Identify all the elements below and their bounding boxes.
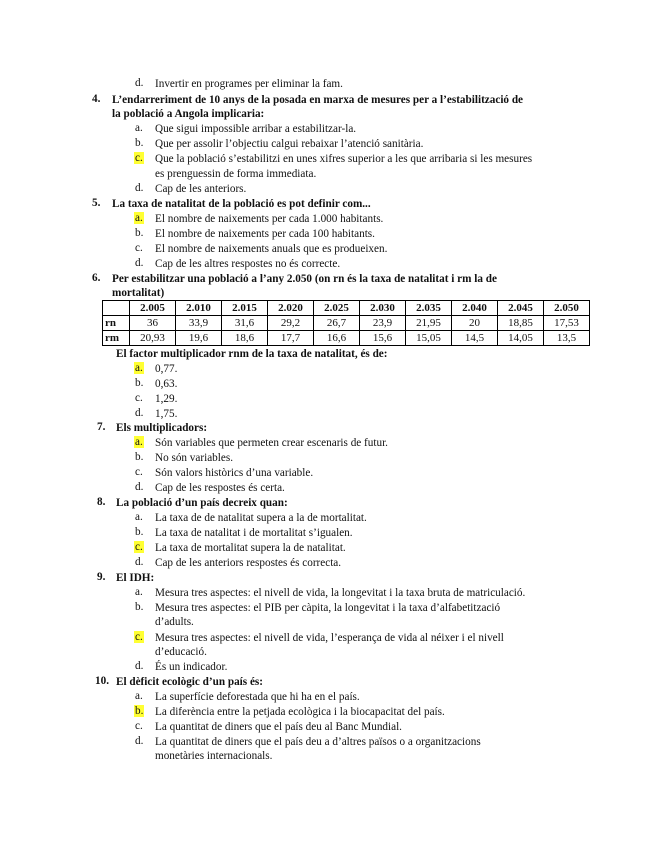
option-letter: c. bbox=[135, 242, 143, 254]
option-letter: d. bbox=[135, 735, 144, 747]
year-cell: 2.015 bbox=[222, 301, 268, 316]
option-text: Mesura tres aspectes: el nivell de vida, l’esperança de vida al néixer i el nivell bbox=[155, 632, 504, 644]
table-row-rm bbox=[103, 331, 590, 346]
table-cell: 31,6 bbox=[222, 316, 268, 331]
option-letter: d. bbox=[135, 481, 144, 493]
table-cell: 14,5 bbox=[452, 331, 498, 346]
option-letter-correct: b. bbox=[135, 705, 144, 717]
table-cell: 16,6 bbox=[314, 331, 360, 346]
table-cell: 20 bbox=[452, 316, 498, 331]
option-text: Cap de les respostes és certa. bbox=[155, 482, 285, 494]
table-cell: 18,6 bbox=[222, 331, 268, 346]
year-cell: 2.025 bbox=[314, 301, 360, 316]
option-letter-correct: c. bbox=[135, 541, 143, 553]
option-text: La diferència entre la petjada ecològica i la biocapacitat del país. bbox=[155, 706, 445, 718]
option-text-cont: d’adults. bbox=[155, 616, 194, 628]
option-text: 0,63. bbox=[155, 378, 178, 390]
table-cell: 33,9 bbox=[176, 316, 222, 331]
option-text: 1,75. bbox=[155, 408, 178, 420]
question-text-cont: la població a Angola implicaria: bbox=[112, 108, 265, 120]
option-letter: a. bbox=[135, 586, 143, 598]
year-cell: 2.030 bbox=[360, 301, 406, 316]
table-cell: 17,53 bbox=[544, 316, 590, 331]
option-text: El nombre de naixements per cada 1.000 habitants. bbox=[155, 213, 384, 225]
option-text: Que per assolir l’objectiu calgui rebaixar l’atenció sanitària. bbox=[155, 138, 424, 150]
option-text: Cap de les altres respostes no és correcte. bbox=[155, 258, 341, 270]
table-cell: 29,2 bbox=[268, 316, 314, 331]
question-number: 4. bbox=[92, 93, 101, 105]
option-text: 0,77. bbox=[155, 363, 178, 375]
option-letter-correct: a. bbox=[135, 362, 143, 374]
option-text: La taxa de de natalitat supera a la de mortalitat. bbox=[155, 512, 367, 524]
question-text: El IDH: bbox=[116, 572, 155, 584]
option-text-cont: es prenguessin de forma immediata. bbox=[155, 168, 317, 180]
question-text: La població d’un país decreix quan: bbox=[116, 497, 288, 509]
option-text: No són variables. bbox=[155, 452, 233, 464]
option-letter: c. bbox=[135, 466, 143, 478]
year-cell: 2.010 bbox=[176, 301, 222, 316]
option-text: Són valors històrics d’una variable. bbox=[155, 467, 314, 479]
option-text: Cap de les anteriors. bbox=[155, 183, 247, 195]
question-number: 5. bbox=[92, 197, 101, 209]
option-text: El nombre de naixements anuals que es produeixen. bbox=[155, 243, 388, 255]
option-letter: b. bbox=[135, 377, 144, 389]
table-row-rn bbox=[103, 316, 590, 331]
option-letter: a. bbox=[135, 511, 143, 523]
option-text: Mesura tres aspectes: el PIB per càpita, la longevitat i la taxa d’alfabetització bbox=[155, 602, 501, 614]
option-letter-correct: a. bbox=[135, 436, 143, 448]
question-text: El dèficit ecològic d’un país és: bbox=[116, 676, 263, 688]
option-text: És un indicador. bbox=[155, 661, 228, 673]
option-text: La taxa de mortalitat supera la de natalitat. bbox=[155, 542, 346, 554]
option-letter: d. bbox=[135, 182, 144, 194]
option-letter: d. bbox=[135, 407, 144, 419]
option-text: La superfície deforestada que hi ha en el país. bbox=[155, 691, 360, 703]
option-text: Que sigui impossible arribar a estabilitzar-la. bbox=[155, 123, 357, 135]
option-letter: b. bbox=[135, 227, 144, 239]
option-letter-correct: c. bbox=[135, 631, 143, 643]
row-label: rm bbox=[103, 331, 130, 346]
option-text: 1,29. bbox=[155, 393, 178, 405]
year-cell: 2.020 bbox=[268, 301, 314, 316]
table-cell: 15,05 bbox=[406, 331, 452, 346]
option-letter: b. bbox=[135, 601, 144, 613]
option-text: Que la població s’estabilitzi en unes xifres superior a les que arribaria si les mesures bbox=[155, 153, 533, 165]
table-corner-cell bbox=[103, 301, 130, 316]
option-letter: b. bbox=[135, 526, 144, 538]
option-text: El nombre de naixements per cada 100 habitants. bbox=[155, 228, 375, 240]
table-cell: 18,85 bbox=[498, 316, 544, 331]
table-cell: 23,9 bbox=[360, 316, 406, 331]
option-letter: d. bbox=[135, 556, 144, 568]
year-cell: 2.050 bbox=[544, 301, 590, 316]
question-number: 10. bbox=[95, 675, 109, 687]
question-number: 8. bbox=[97, 496, 106, 508]
option-text: La quantitat de diners que el país deu a d’altres països o a organitzacions bbox=[155, 736, 481, 748]
option-text: Invertir en programes per eliminar la fam. bbox=[155, 78, 343, 90]
question-subtext: El factor multiplicador rnm de la taxa de natalitat, és de: bbox=[116, 348, 388, 360]
option-text-cont: monetàries internacionals. bbox=[155, 750, 273, 762]
table-header-row bbox=[103, 301, 590, 316]
year-cell: 2.045 bbox=[498, 301, 544, 316]
option-letter: d. bbox=[135, 660, 144, 672]
question-text: L’endarreriment de 10 anys de la posada en marxa de mesures per a l’estabilització de bbox=[112, 94, 524, 106]
option-letter: c. bbox=[135, 392, 143, 404]
year-cell: 2.005 bbox=[130, 301, 176, 316]
option-letter: b. bbox=[135, 451, 144, 463]
question-text-cont: mortalitat) bbox=[112, 287, 165, 299]
option-letter: c. bbox=[135, 720, 143, 732]
question-number: 9. bbox=[97, 571, 106, 583]
table-cell: 26,7 bbox=[314, 316, 360, 331]
year-cell: 2.035 bbox=[406, 301, 452, 316]
option-text: Són variables que permeten crear escenaris de futur. bbox=[155, 437, 388, 449]
birth-death-rate-table bbox=[102, 300, 590, 346]
table-cell: 13,5 bbox=[544, 331, 590, 346]
question-number: 6. bbox=[92, 272, 101, 284]
option-text: Cap de les anteriors respostes és correcta. bbox=[155, 557, 342, 569]
option-letter: d. bbox=[135, 77, 144, 89]
row-label: rn bbox=[103, 316, 130, 331]
option-letter: a. bbox=[135, 122, 143, 134]
question-number: 7. bbox=[97, 421, 106, 433]
question-text: Per estabilitzar una població a l’any 2.050 (on rn és la taxa de natalitat i rm la de bbox=[112, 273, 497, 285]
table-cell: 20,93 bbox=[130, 331, 176, 346]
option-letter: a. bbox=[135, 690, 143, 702]
option-text: La quantitat de diners que el país deu al Banc Mundial. bbox=[155, 721, 402, 733]
table-cell: 14,05 bbox=[498, 331, 544, 346]
option-letter-correct: c. bbox=[135, 152, 143, 164]
question-text: Els multiplicadors: bbox=[116, 422, 208, 434]
table-cell: 36 bbox=[130, 316, 176, 331]
option-letter-correct: a. bbox=[135, 212, 143, 224]
year-cell: 2.040 bbox=[452, 301, 498, 316]
option-text: La taxa de natalitat i de mortalitat s’igualen. bbox=[155, 527, 353, 539]
question-text: La taxa de natalitat de la població es pot definir com... bbox=[112, 198, 371, 210]
table-cell: 17,7 bbox=[268, 331, 314, 346]
table-cell: 19,6 bbox=[176, 331, 222, 346]
option-text: Mesura tres aspectes: el nivell de vida, la longevitat i la taxa bruta de matriculació. bbox=[155, 587, 526, 599]
table-cell: 21,95 bbox=[406, 316, 452, 331]
option-letter: b. bbox=[135, 137, 144, 149]
option-letter: d. bbox=[135, 257, 144, 269]
table-cell: 15,6 bbox=[360, 331, 406, 346]
option-text-cont: d’educació. bbox=[155, 646, 207, 658]
